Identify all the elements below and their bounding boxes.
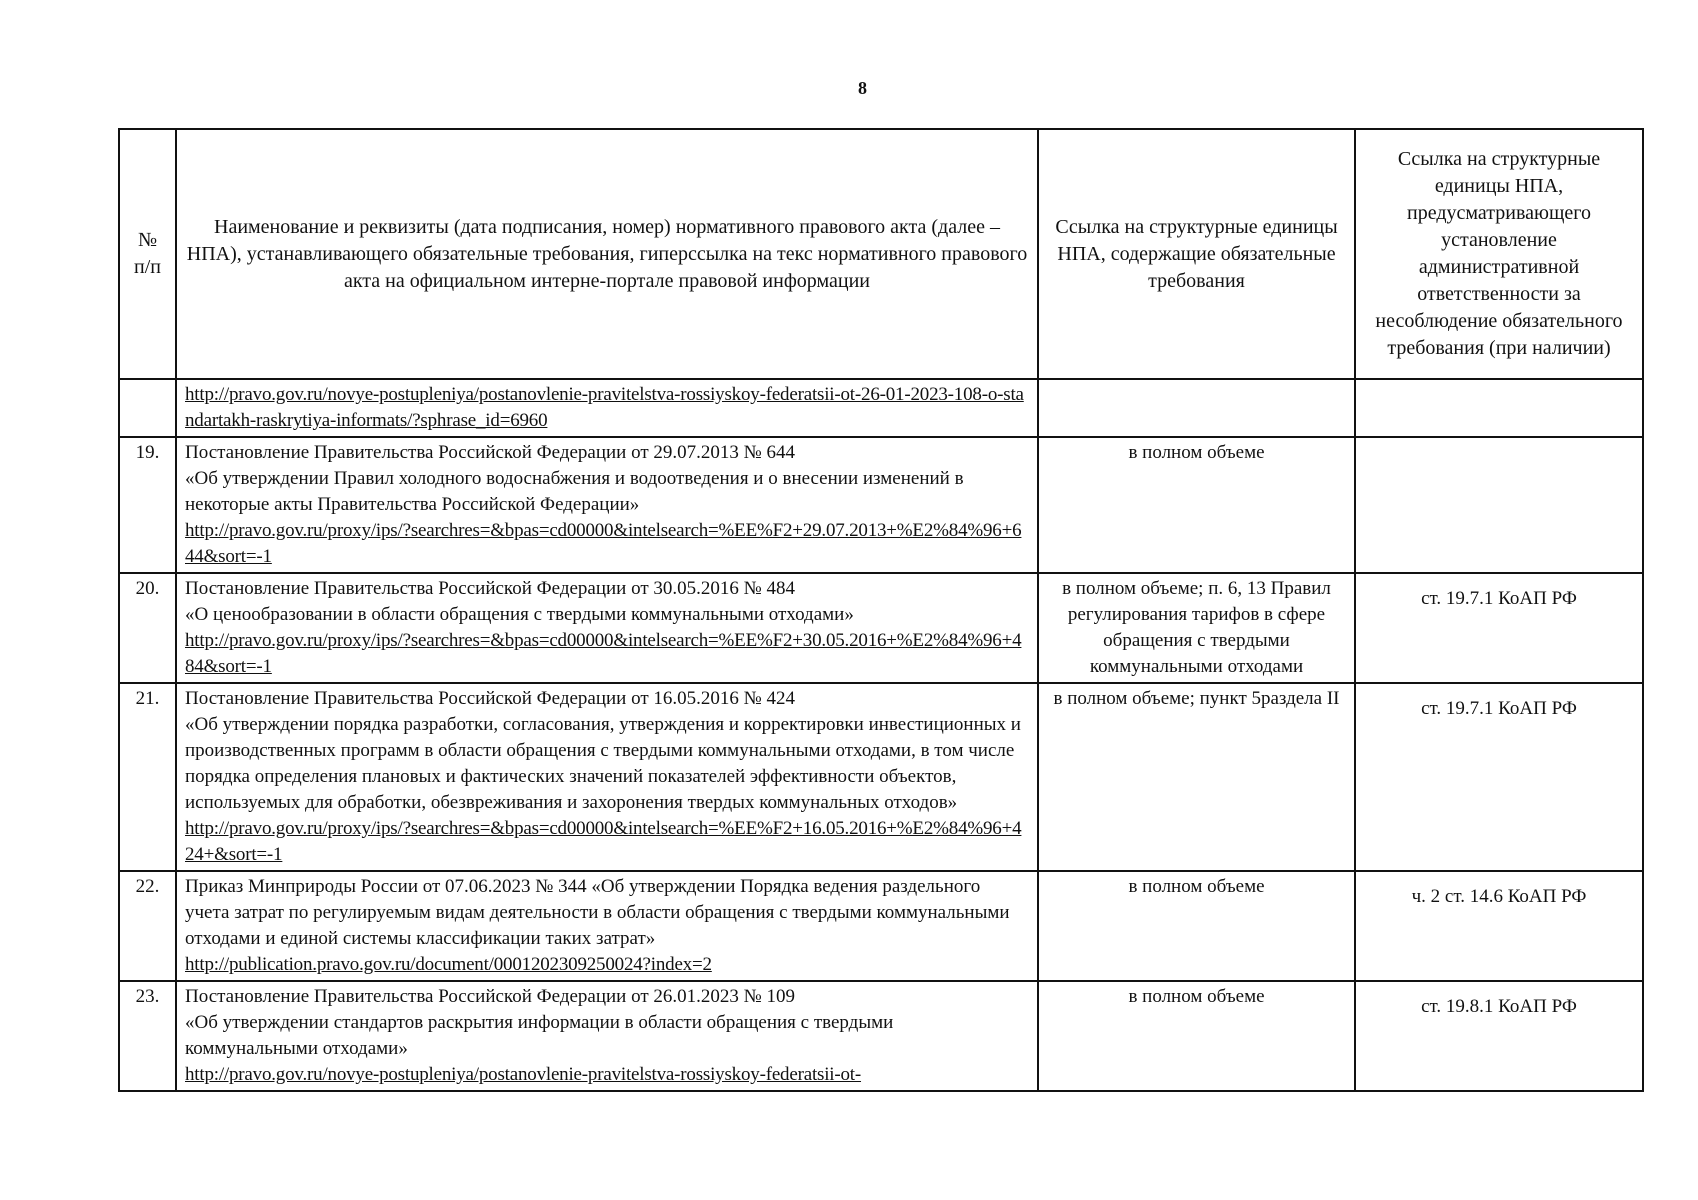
act-name-cell (176, 871, 1038, 981)
row-number (119, 379, 176, 437)
responsibility-ref-cell: ст. 19.7.1 КоАП РФ (1355, 573, 1643, 683)
responsibility-ref-cell: ст. 19.7.1 КоАП РФ (1355, 683, 1643, 871)
act-hyperlink[interactable]: http://pravo.gov.ru/novye-postupleniya/postanovlenie-pravitelstva-rossiyskoy-federatsii-ot-26-01-2023-108-o-standartakh-raskrytiya-informats/?sphrase_id=6960 (185, 384, 1024, 431)
requirements-ref-cell: в полном объеме; п. 6, 13 Правил регулирования тарифов в сфере обращения с твердыми коммунальными отходами (1038, 573, 1355, 683)
header-act-name: Наименование и реквизиты (дата подписания, номер) нормативного правового акта (далее – НПА), устанавливающего обязательные требования, гиперссылка на текс нормативного правового акта на официальном интерне-портале правовой информации (176, 129, 1038, 379)
act-text: Постановление Правительства Российской Федерации от 26.01.2023 № 109 (185, 986, 796, 1007)
requirements-ref-cell: в полном объеме (1038, 871, 1355, 981)
act-hyperlink[interactable]: http://pravo.gov.ru/proxy/ips/?searchres=&bpas=cd00000&intelsearch=%EE%F2+16.05.2016+%E2%84%96+424+&sort=-1 (185, 818, 1022, 865)
act-name-cell (176, 573, 1038, 683)
table-row (119, 981, 1643, 1091)
table-header-row (119, 129, 1643, 379)
row-number: 21. (119, 683, 176, 871)
act-hyperlink[interactable]: http://pravo.gov.ru/proxy/ips/?searchres=&bpas=cd00000&intelsearch=%EE%F2+30.05.2016+%E2%84%96+484&sort=-1 (185, 630, 1022, 677)
table-row (119, 437, 1643, 573)
act-text: «Об утверждении Правил холодного водоснабжения и водоотведения и о внесении изменений в некоторые акты Правительства Российской Федерации» (185, 468, 964, 515)
requirements-table (118, 128, 1644, 1092)
act-text: Постановление Правительства Российской Федерации от 16.05.2016 № 424 (185, 688, 796, 709)
act-hyperlink[interactable]: http://publication.pravo.gov.ru/document/0001202309250024?index=2 (185, 954, 712, 975)
header-number: № п/п (119, 129, 176, 379)
act-hyperlink[interactable]: http://pravo.gov.ru/proxy/ips/?searchres=&bpas=cd00000&intelsearch=%EE%F2+29.07.2013+%E2%84%96+644&sort=-1 (185, 520, 1022, 567)
act-text: Постановление Правительства Российской Федерации от 30.05.2016 № 484 (185, 578, 796, 599)
table-row (119, 379, 1643, 437)
requirements-ref-cell: в полном объеме (1038, 437, 1355, 573)
responsibility-ref-cell (1355, 437, 1643, 573)
responsibility-ref-cell: ст. 19.8.1 КоАП РФ (1355, 981, 1643, 1091)
act-name-cell (176, 437, 1038, 573)
responsibility-ref-cell (1355, 379, 1643, 437)
act-text: Приказ Минприроды России от 07.06.2023 № 344 «Об утверждении Порядка ведения раздельного учета затрат по регулируемым видам деятельности в области обращения с твердыми коммунальными отходами и единой системы классификации таких затрат» (185, 876, 1010, 949)
act-text: «О ценообразовании в области обращения с твердыми коммунальными отходами» (185, 604, 854, 625)
requirements-ref-cell: в полном объеме; пункт 5раздела II (1038, 683, 1355, 871)
table-row (119, 683, 1643, 871)
row-number: 20. (119, 573, 176, 683)
table-row (119, 573, 1643, 683)
requirements-ref-cell: в полном объеме (1038, 981, 1355, 1091)
row-number: 23. (119, 981, 176, 1091)
act-text: Постановление Правительства Российской Федерации от 29.07.2013 № 644 (185, 442, 796, 463)
table-body (119, 379, 1643, 1091)
responsibility-ref-cell: ч. 2 ст. 14.6 КоАП РФ (1355, 871, 1643, 981)
row-number: 22. (119, 871, 176, 981)
table-row (119, 871, 1643, 981)
act-name-cell (176, 683, 1038, 871)
requirements-ref-cell (1038, 379, 1355, 437)
act-text: «Об утверждении порядка разработки, согласования, утверждения и корректировки инвестиционных и производственных программ в области обращения с твердыми коммунальными отходами, в том числе порядка определения плановых и фактических значений показателей эффективности объектов, используемых для обработки, обезвреживания и захоронения твердых коммунальных отходов» (185, 714, 1021, 813)
page-number: 8 (858, 78, 867, 98)
row-number: 19. (119, 437, 176, 573)
header-responsibility-ref: Ссылка на структурные единицы НПА, предусматривающего установление административной ответственности за несоблюдение обязательного требования (при наличии) (1355, 129, 1643, 379)
act-hyperlink[interactable]: http://pravo.gov.ru/novye-postupleniya/postanovlenie-pravitelstva-rossiyskoy-federatsii-ot- (185, 1064, 862, 1085)
act-text: «Об утверждении стандартов раскрытия информации в области обращения с твердыми коммунальными отходами» (185, 1012, 894, 1059)
act-name-cell (176, 379, 1038, 437)
act-name-cell (176, 981, 1038, 1091)
header-requirements-ref: Ссылка на структурные единицы НПА, содержащие обязательные требования (1038, 129, 1355, 379)
